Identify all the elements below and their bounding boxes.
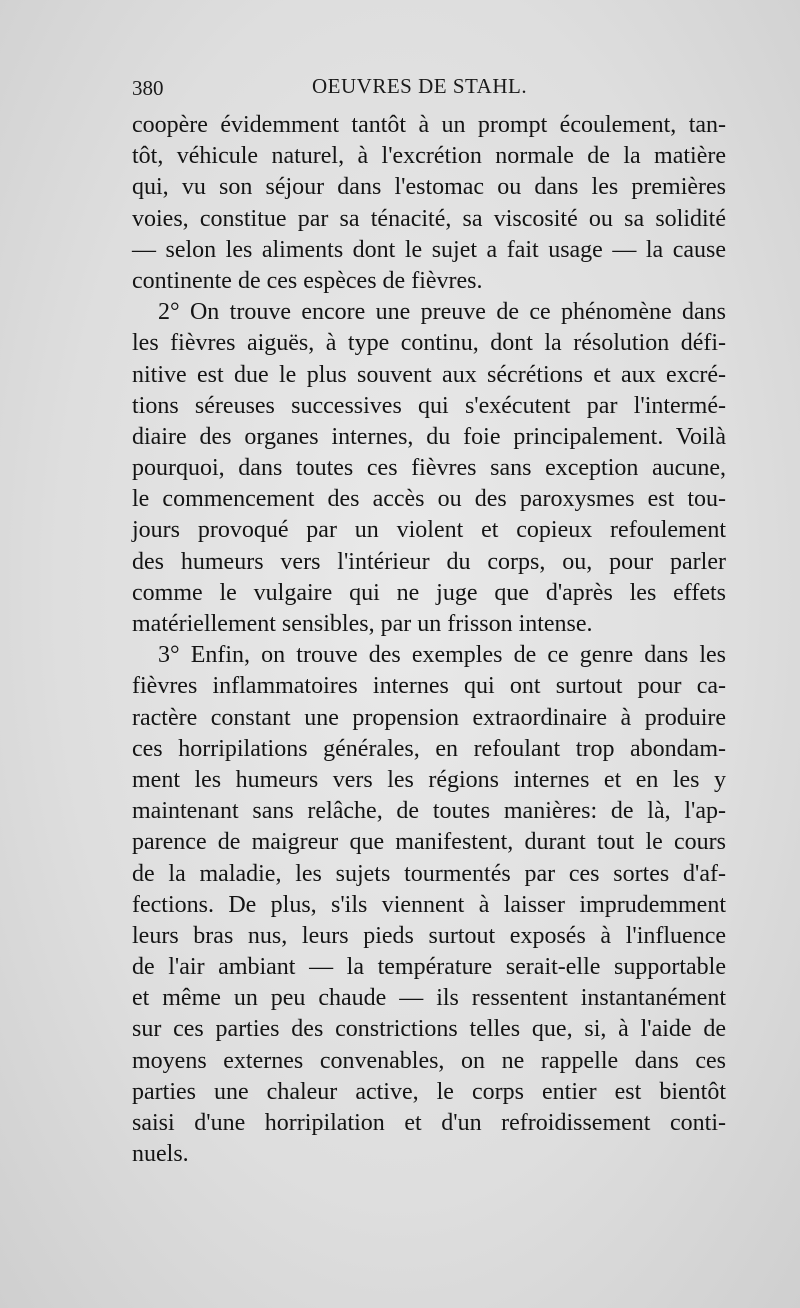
text-line: sur ces parties des constrictions telles que, si, à l'aide de xyxy=(132,1016,726,1043)
text-line: saisi d'une horripilation et d'un refroidissement conti- xyxy=(132,1110,726,1136)
text-line: et même un peu chaude — ils ressentent instantanément xyxy=(132,985,726,1012)
text-line: voies, constitue par sa ténacité, sa viscosité ou sa solidité xyxy=(132,205,726,232)
text-line: comme le vulgaire qui ne juge que d'après les effets xyxy=(132,579,726,606)
text-line: 2° On trouve encore une preuve de ce phénomène dans xyxy=(158,299,726,326)
text-line: — selon les aliments dont le sujet a fait usage — la cause xyxy=(132,236,726,263)
text-line: de l'air ambiant — la température serait-elle supportable xyxy=(132,954,726,981)
text-line: moyens externes convenables, on ne rappelle dans ces xyxy=(132,1047,726,1074)
text-line: leurs bras nus, leurs pieds surtout exposés à l'influence xyxy=(132,922,726,949)
text-line: ment les humeurs vers les régions internes et en les y xyxy=(132,766,726,793)
text-line: de la maladie, les sujets tourmentés par ces sortes d'af- xyxy=(132,860,726,887)
text-line: matériellement sensibles, par un frisson intense. xyxy=(132,611,593,637)
text-line: fièvres inflammatoires internes qui ont surtout pour ca- xyxy=(132,673,726,700)
text-line: tôt, véhicule naturel, à l'excrétion normale de la matière xyxy=(132,143,726,170)
paragraph xyxy=(132,297,726,640)
text-line: qui, vu son séjour dans l'estomac ou dans les premières xyxy=(132,174,726,201)
text-line: jours provoqué par un violent et copieux refoulement xyxy=(132,517,726,544)
text-line: coopère évidemment tantôt à un prompt écoulement, tan- xyxy=(132,112,726,138)
text-line: nuels. xyxy=(132,1141,189,1168)
text-line: ces horripilations générales, en refoulant trop abondam- xyxy=(132,735,726,762)
text-line: les fièvres aiguës, à type continu, dont la résolution défi- xyxy=(132,330,726,357)
paragraph xyxy=(132,110,726,297)
body-text xyxy=(132,110,726,1170)
page-number: 380 xyxy=(132,76,164,100)
text-line: nitive est due le plus souvent aux sécrétions et aux excré- xyxy=(132,361,726,388)
text-line: maintenant sans relâche, de toutes manières: de là, l'ap- xyxy=(132,798,726,825)
text-line: pourquoi, dans toutes ces fièvres sans exception aucune, xyxy=(132,455,726,482)
running-title: OEUVRES DE STAHL. xyxy=(312,74,528,98)
text-line: tions séreuses successives qui s'exécutent par l'intermé- xyxy=(132,392,726,419)
text-line: fections. De plus, s'ils viennent à laisser imprudemment xyxy=(132,891,726,918)
text-line: parties une chaleur active, le corps entier est bientôt xyxy=(132,1078,726,1105)
text-line: le commencement des accès ou des paroxysmes est tou- xyxy=(132,486,726,513)
text-line: ractère constant une propension extraordinaire à produire xyxy=(132,704,726,731)
text-line: diaire des organes internes, du foie principalement. Voilà xyxy=(132,423,726,450)
page-header xyxy=(132,72,732,108)
paragraph xyxy=(132,640,726,1170)
text-line: parence de maigreur que manifestent, durant tout le cours xyxy=(132,829,726,856)
text-line: des humeurs vers l'intérieur du corps, ou, pour parler xyxy=(132,548,726,575)
text-line: 3° Enfin, on trouve des exemples de ce genre dans les xyxy=(158,642,726,669)
text-line: continente de ces espèces de fièvres. xyxy=(132,267,483,294)
